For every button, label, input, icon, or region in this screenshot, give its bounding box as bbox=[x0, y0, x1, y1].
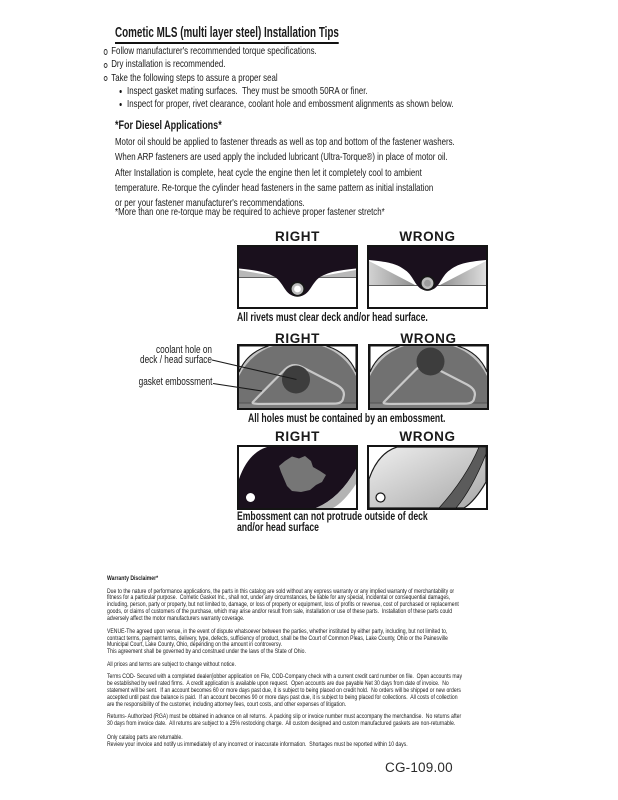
text-line: accepted until past due balance is paid. If an account becomes 90 or more days past due, it is subject to being placed for collections. All costs of collection bbox=[107, 694, 458, 702]
disclaimer-prices-paragraph bbox=[107, 662, 527, 669]
text-line: When ARP fasteners are used apply the included lubricant (Ultra-Torque®) in place of motor oil. bbox=[115, 151, 448, 163]
list-sub-item bbox=[120, 98, 454, 111]
bolt-hole bbox=[376, 493, 385, 502]
list-item-text: Follow manufacturer's recommended torque specifications. bbox=[111, 45, 317, 57]
embossment-wrong-drawing bbox=[369, 447, 486, 508]
wrong-label: WRONG bbox=[400, 331, 457, 346]
text-line: Review your invoice and notify us immediately of any incorrect or inaccurate information. Shortages must be reported within 10 days. bbox=[107, 741, 408, 749]
text-line: fitness for a particular purpose. Cometic Gasket Inc., shall not, under any circumstances, be liable for any special, incidental or consequential damages, bbox=[107, 594, 451, 602]
list-item-text: Inspect gasket mating surfaces. They must be smooth 50RA or finer. bbox=[127, 84, 368, 97]
text-line: This agreement shall be governed by and construed under the laws of the State of Ohio. bbox=[107, 648, 306, 656]
text-line: *More than one re-torque may be required to achieve proper fastener stretch* bbox=[115, 206, 385, 218]
page-code: CG-109.00 bbox=[385, 760, 453, 775]
text-line: temperature. Re-torque the cylinder head fasteners in the same pattern as initial installation bbox=[115, 182, 434, 194]
embossment-wrong-diagram bbox=[367, 445, 488, 510]
right-label: RIGHT bbox=[275, 229, 320, 244]
wrong-label: WRONG bbox=[399, 229, 456, 244]
right-label: RIGHT bbox=[275, 429, 320, 444]
coolant-hole-callout: coolant hole on deck / head surface bbox=[139, 344, 212, 366]
embossment-right-diagram bbox=[237, 445, 358, 510]
text-line: VENUE-The agreed upon venue, in the event of dispute whatsoever between the parties, whether instituted by either party, including, but not limited to, bbox=[107, 627, 448, 635]
filled-bullet-icon bbox=[120, 103, 123, 106]
rivet-right-diagram bbox=[237, 245, 358, 309]
text-line: Terms COD- Secured with a completed dealer/jobber application on File, COD-Company check with a current credit card number on file. Open accounts may bbox=[107, 673, 463, 681]
bolt-hole bbox=[246, 493, 255, 502]
page-title: Cometic MLS (multi layer steel) Installation Tips bbox=[115, 25, 339, 44]
rivet-wrong-drawing bbox=[369, 247, 486, 307]
disclaimer-terms-paragraph bbox=[107, 674, 527, 709]
text-line: 30 days from invoice date. All returns are subject to a 25% restocking charge. All custom designed and custom manufactured gaskets are non-returnable. bbox=[107, 720, 456, 728]
open-bullet-icon bbox=[104, 49, 108, 54]
list-item-text: Dry installation is recommended. bbox=[111, 58, 226, 71]
text-line: goods, or claims of customers of the purchase, which may arise and/or result from sale, installation or use of these parts. Installation of these parts could bbox=[107, 608, 453, 616]
retorque-note bbox=[115, 205, 385, 220]
coolant-hole-wrong-diagram bbox=[368, 344, 489, 410]
coolant-hole-right-drawing bbox=[239, 346, 356, 408]
row3-caption: Embossment can not protrude outside of deck and/or head surface bbox=[237, 511, 428, 534]
right-label: RIGHT bbox=[275, 331, 320, 346]
open-bullet-icon bbox=[104, 76, 108, 81]
disclaimer-venue-paragraph bbox=[107, 629, 527, 657]
list-item-text: Take the following steps to assure a proper seal bbox=[111, 71, 278, 84]
gasket-embossment-callout: gasket embossment bbox=[138, 376, 212, 388]
text-line: All prices and terms are subject to change without notice. bbox=[107, 660, 236, 668]
text-line: Due to the nature of performance applications, the parts in this catalog are sold without any express warranty or any implied warranty of merchantability or bbox=[107, 587, 455, 595]
warranty-disclaimer bbox=[107, 576, 527, 755]
text-line: statement will be sent. If an account becomes 60 or more days past due, it is subject to being placed on credit hold. No orders will be shipped or new orders bbox=[107, 687, 461, 695]
text-line: After Installation is complete, heat cycle the engine then let it completely cool to ambient bbox=[115, 167, 422, 179]
text-line: adversely affect the motor manufacturers warranty coverage. bbox=[107, 615, 245, 623]
rivet-right-drawing bbox=[239, 247, 356, 307]
coolant-hole bbox=[417, 348, 445, 376]
installation-tips-list bbox=[103, 45, 454, 111]
list-item bbox=[103, 58, 454, 71]
text-line: contract terms, payment terms, delivery, type, defects, sufficiency of product, shall be the Court of Common Pleas, Lake County, Ohio or the Painesville bbox=[107, 634, 448, 642]
rivet-wrong-diagram bbox=[367, 245, 488, 309]
coolant-hole-right-diagram bbox=[237, 344, 358, 410]
list-item bbox=[103, 45, 454, 58]
text-line: be established by well rated firms. A credit application is available upon request. Open accounts are due payable Net 30 days from date of invoice. No bbox=[107, 680, 449, 688]
disclaimer-warranty-paragraph bbox=[107, 589, 527, 624]
coolant-hole bbox=[282, 366, 310, 394]
text-line: including, person, party or property, but not limited to, damage, or loss of property or equipment, loss of profits or revenue, cost of purchased or replacement bbox=[107, 601, 459, 609]
coolant-hole-wrong-drawing bbox=[370, 346, 487, 408]
wrong-label: WRONG bbox=[399, 429, 456, 444]
row2-caption: All holes must be contained by an embossment. bbox=[248, 413, 446, 425]
text-line: are the responsibility of the customer, including attorney fees, court costs, and other expenses of litigation. bbox=[107, 700, 347, 708]
text-line: Returns- Authorized (RGA) must be obtained in advance on all returns. A packing slip or invoice number must accompany the merchandise. No returns after bbox=[107, 713, 462, 721]
embossment-right-drawing bbox=[239, 447, 356, 508]
text-line: Only catalog parts are returnable. bbox=[107, 734, 183, 742]
list-sub-item bbox=[120, 85, 454, 98]
text-line: or per your fastener manufacturer's recommendations. bbox=[115, 197, 305, 209]
row1-caption: All rivets must clear deck and/or head surface. bbox=[237, 312, 428, 324]
diesel-applications-heading: *For Diesel Applications* bbox=[115, 118, 222, 132]
disclaimer-heading: Warranty Disclaimer* bbox=[107, 575, 159, 582]
text-line: Municipal Court, Lake County, Ohio, depending on the amount in controversy. bbox=[107, 641, 282, 649]
open-bullet-icon bbox=[104, 63, 108, 68]
disclaimer-returns-paragraph bbox=[107, 714, 527, 749]
diesel-paragraph-1 bbox=[115, 135, 455, 165]
list-item bbox=[103, 72, 454, 85]
text-line: Motor oil should be applied to fastener threads as well as top and bottom of the fastener washers. bbox=[115, 136, 455, 148]
list-item-text: Inspect for proper, rivet clearance, coolant hole and embossment alignments as shown below. bbox=[127, 98, 454, 111]
filled-bullet-icon bbox=[120, 90, 123, 93]
